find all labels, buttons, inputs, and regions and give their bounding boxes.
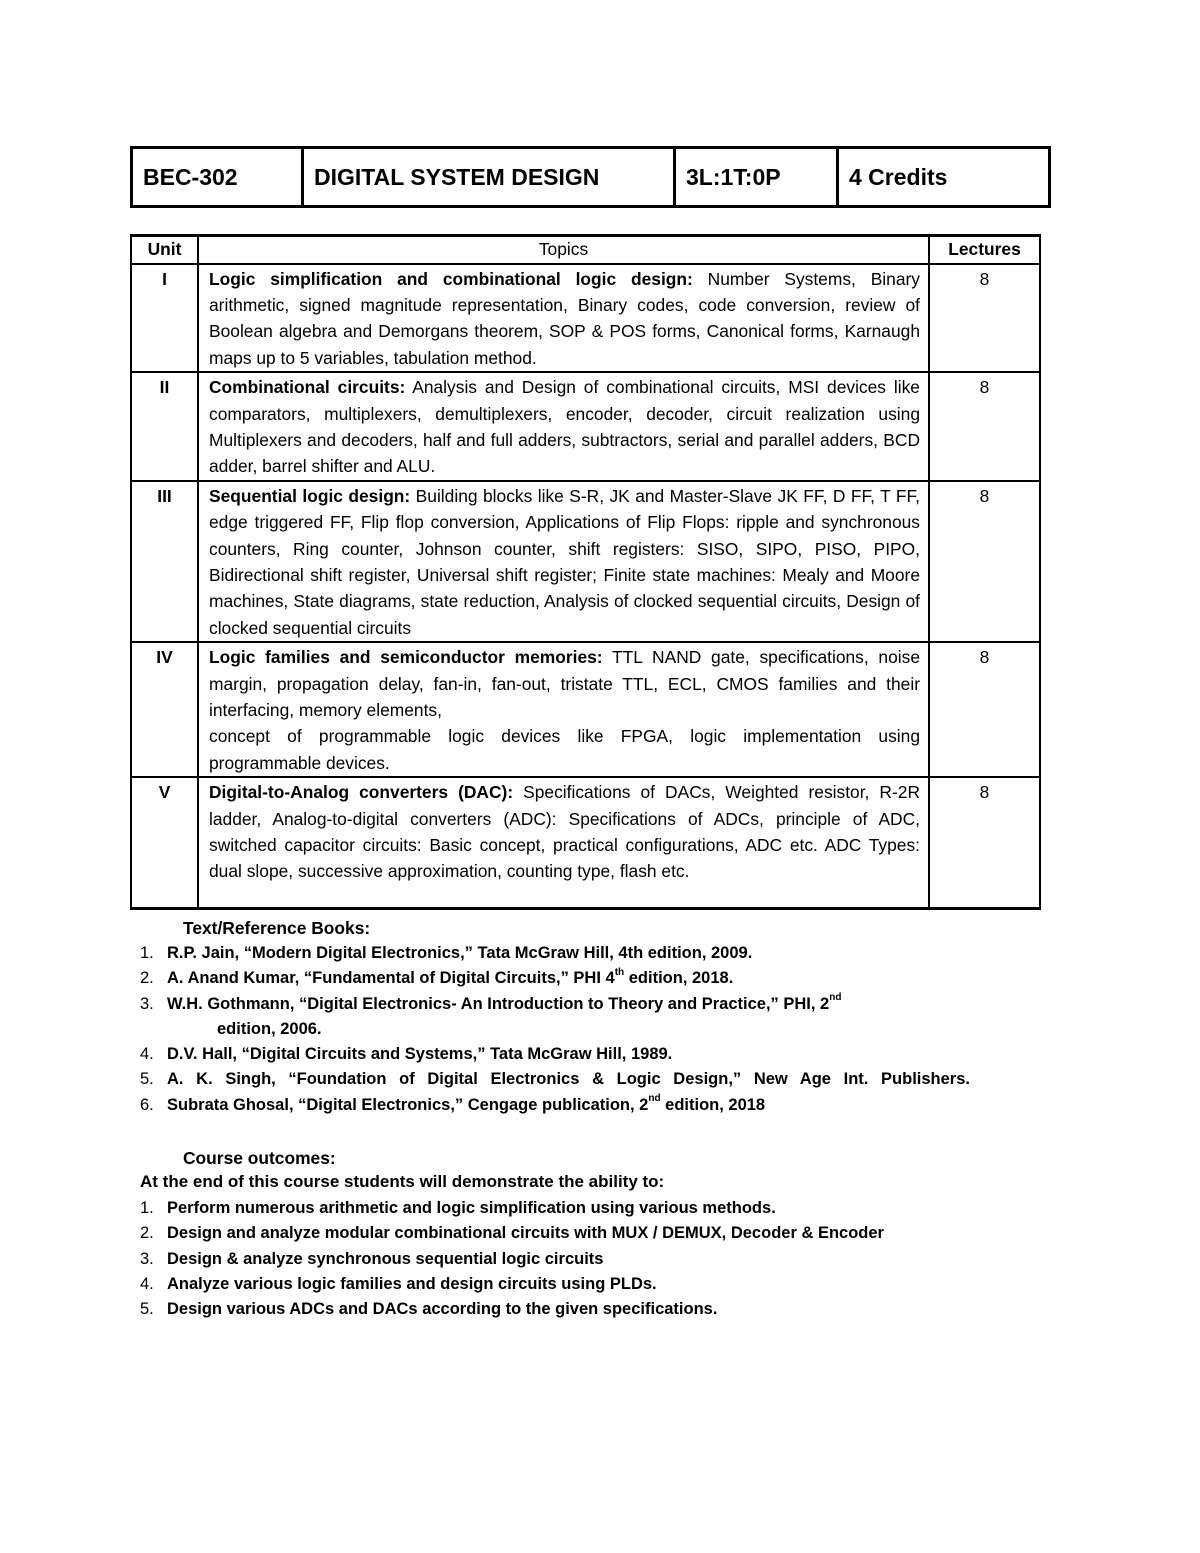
list-item	[140, 992, 970, 1043]
outcome-text: Design various ADCs and DACs according to the given specifications.	[167, 1300, 718, 1319]
item-number: 4.	[140, 1045, 154, 1064]
table-row	[131, 777, 1040, 908]
list-item	[140, 1196, 970, 1221]
course-header-row	[132, 148, 1050, 207]
item-number: 5.	[140, 1300, 154, 1319]
list-item	[140, 1093, 970, 1118]
list-item	[140, 1297, 970, 1322]
unit-number: IV	[131, 642, 198, 777]
item-number: 5.	[140, 1070, 154, 1089]
list-item	[140, 1247, 970, 1272]
course-code: BEC-302	[132, 148, 303, 207]
unit-topic-title: Logic families and semiconductor memories:	[209, 647, 603, 668]
unit-topic-text: Analysis and Design of combinational circuits, MSI devices like comparators, multiplexers, demultiplexers, encoder, decoder, circuit realization using Multiplexers and decoders, half and full adders, subtractors, serial and parallel adders, BCD adder, barrel shifter and ALU.	[209, 377, 920, 477]
unit-number: II	[131, 372, 198, 481]
item-number: 3.	[140, 1249, 154, 1268]
topics-column-header: Topics	[198, 236, 929, 264]
outcomes-lead: At the end of this course students will demonstrate the ability to:	[140, 1172, 665, 1191]
list-item	[140, 1042, 970, 1067]
book-text-continued: edition, 2006.	[217, 1019, 322, 1038]
book-sup: nd	[829, 992, 842, 1004]
unit-number: V	[131, 777, 198, 908]
lecture-count: 8	[929, 642, 1040, 777]
unit-topics	[198, 777, 929, 908]
unit-number: I	[131, 264, 198, 373]
outcome-text: Analyze various logic families and design circuits using PLDs.	[167, 1274, 657, 1293]
unit-topic-text: Building blocks like S-R, JK and Master-Slave JK FF, D FF, T FF, edge triggered FF, Flip flop conversion, Applications of Flip Flops: ripple and synchronous counters, Ring counter, Johnson counter, shift registers: SISO, SIPO, PISO, PIPO, Bidirectional shift register, Universal shift register; Finite state machines: Mealy and Moore machines, State diagrams, state reduction, Analysis of clocked sequential circuits, Design of clocked sequential circuits	[209, 485, 920, 638]
book-text: Subrata Ghosal, “Digital Electronics,” Cengage publication, 2	[167, 1095, 649, 1114]
lecture-count: 8	[929, 481, 1040, 642]
item-number: 2.	[140, 1224, 154, 1243]
outcome-text: Design & analyze synchronous sequential logic circuits	[167, 1249, 604, 1268]
list-item	[140, 1272, 970, 1297]
book-text: D.V. Hall, “Digital Circuits and Systems,” Tata McGraw Hill, 1989.	[167, 1045, 673, 1064]
lectures-column-header: Lectures	[929, 236, 1040, 264]
unit-topic-text: Number Systems, Binary arithmetic, signed magnitude representation, Binary codes, code conversion, review of Boolean algebra and Demorgans theorem, SOP & POS forms, Canonical forms, Karnaugh maps up to 5 variables, tabulation method.	[209, 268, 920, 368]
unit-topics	[198, 481, 929, 642]
table-row	[131, 264, 1040, 373]
item-number: 3.	[140, 994, 154, 1013]
book-text: A. K. Singh, “Foundation of Digital Electronics & Logic Design,” New Age Int. Publishers.	[167, 1070, 970, 1089]
item-number: 6.	[140, 1095, 154, 1114]
table-row	[131, 642, 1040, 777]
unit-topic-text: TTL NAND gate, specifications, noise margin, propagation delay, fan-in, fan-out, tristate TTL, ECL, CMOS families and their interfacing, memory elements,	[209, 647, 920, 720]
syllabus-table	[130, 234, 1041, 910]
syllabus-header-row	[131, 236, 1040, 264]
book-text-after: edition, 2018.	[624, 969, 734, 988]
unit-column-header: Unit	[131, 236, 198, 264]
books-heading: Text/Reference Books:	[183, 918, 371, 938]
unit-number: III	[131, 481, 198, 642]
outcomes-list	[140, 1196, 970, 1322]
course-credits: 4 Credits	[838, 148, 1050, 207]
book-sup: nd	[648, 1093, 661, 1105]
unit-topics	[198, 264, 929, 373]
list-item	[140, 941, 970, 966]
course-title: DIGITAL SYSTEM DESIGN	[303, 148, 675, 207]
lecture-count: 8	[929, 372, 1040, 481]
course-ltp: 3L:1T:0P	[675, 148, 838, 207]
unit-topic-title: Combinational circuits:	[209, 377, 406, 398]
course-header-table	[130, 146, 1051, 208]
list-item	[140, 1221, 970, 1246]
book-text: R.P. Jain, “Modern Digital Electronics,” Tata McGraw Hill, 4th edition, 2009.	[167, 944, 753, 962]
unit-topic-title: Sequential logic design:	[209, 485, 411, 506]
lecture-count: 8	[929, 264, 1040, 373]
item-number: 2.	[140, 969, 154, 988]
list-item	[140, 1067, 970, 1092]
unit-topics	[198, 642, 929, 777]
book-text: W.H. Gothmann, “Digital Electronics- An Introduction to Theory and Practice,” PHI, 2	[167, 994, 830, 1013]
list-item	[140, 966, 970, 991]
item-number: 1.	[140, 1199, 154, 1217]
unit-topic-title: Logic simplification and combinational logic design:	[209, 268, 693, 289]
book-text: A. Anand Kumar, “Fundamental of Digital Circuits,” PHI 4	[167, 969, 615, 988]
item-number: 4.	[140, 1274, 154, 1293]
books-list	[140, 941, 970, 1118]
outcome-text: Perform numerous arithmetic and logic simplification using various methods.	[167, 1199, 776, 1217]
book-text-after: edition, 2018	[660, 1095, 766, 1114]
lecture-count: 8	[929, 777, 1040, 908]
table-row	[131, 372, 1040, 481]
unit-topic-text-continued: concept of programmable logic devices like FPGA, logic implementation using programmable devices.	[209, 726, 920, 773]
outcome-text: Design and analyze modular combinational circuits with MUX / DEMUX, Decoder & Encoder	[167, 1224, 884, 1243]
book-sup: th	[614, 966, 625, 978]
item-number: 1.	[140, 944, 154, 962]
unit-topics	[198, 372, 929, 481]
table-row	[131, 481, 1040, 642]
unit-topic-title: Digital-to-Analog converters (DAC):	[209, 782, 514, 803]
unit-topic-text: Specifications of DACs, Weighted resistor, R-2R ladder, Analog-to-digital converters (ADC): Specifications of ADCs, principle of ADC, switched capacitor circuits: Basic concept, practical configurations, ADC etc. ADC Types: dual slope, successive approximation, counting type, flash etc.	[209, 782, 920, 882]
outcomes-heading: Course outcomes:	[183, 1148, 336, 1168]
